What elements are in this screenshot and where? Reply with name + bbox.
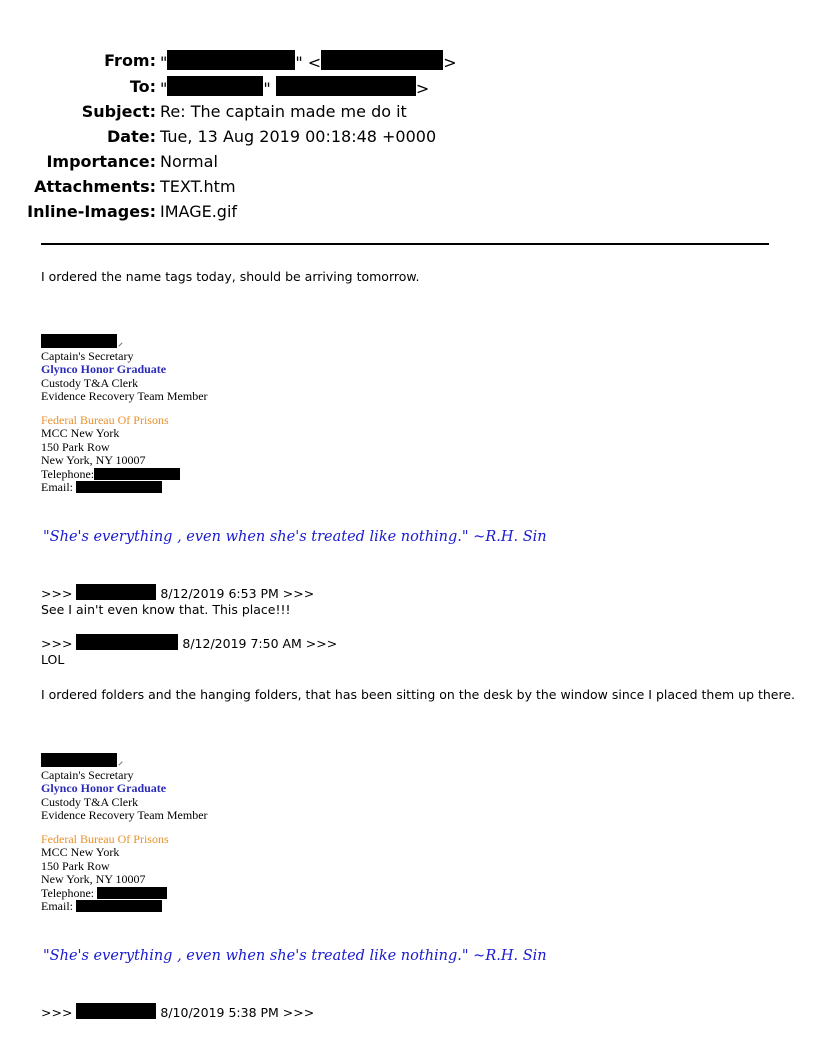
email-label: Email: <box>41 480 73 494</box>
quoted-text-2: LOL <box>41 652 65 667</box>
quoted-text-2-more: I ordered folders and the hanging folders, that has been sitting on the desk by the window since I placed them up there. <box>41 687 796 702</box>
importance-label: Importance: <box>46 152 156 171</box>
redacted-sender <box>76 1003 156 1019</box>
inline-images-value[interactable]: IMAGE.gif <box>160 202 238 221</box>
quote-marker: >>> <box>41 1005 73 1020</box>
from-label: From: <box>104 51 156 70</box>
header-divider <box>41 243 769 245</box>
redacted-sender-email <box>321 50 443 70</box>
signature-honor: Glynco Honor Graduate <box>41 781 167 795</box>
signature-mark-icon <box>118 342 122 346</box>
signature-street: 150 Park Row <box>41 858 110 873</box>
redacted-name <box>41 753 117 767</box>
signature-honor: Glynco Honor Graduate <box>41 362 167 376</box>
quoted-header-1 <box>41 584 314 602</box>
redacted-sender <box>76 584 156 600</box>
redacted-telephone <box>97 887 167 899</box>
quoted-time-2: 8/12/2019 7:50 AM >>> <box>182 636 338 651</box>
to-label: To: <box>129 77 156 96</box>
signature-block-1 <box>41 334 208 495</box>
quoted-text-1: See I ain't even know that. This place!!! <box>41 602 291 617</box>
signature-title: Captain's Secretary <box>41 348 134 363</box>
attachments-value[interactable]: TEXT.htm <box>160 177 236 196</box>
inline-images-label: Inline-Images: <box>27 202 156 221</box>
signature-telephone <box>41 887 208 901</box>
redacted-recipient-email <box>276 76 416 96</box>
signature-role-2: Evidence Recovery Team Member <box>41 808 208 822</box>
signature-role-1: Custody T&A Clerk <box>41 794 139 809</box>
redacted-telephone <box>94 468 180 480</box>
signature-facility: MCC New York <box>41 426 120 440</box>
email-label: Email: <box>41 899 73 913</box>
signature-mark-icon <box>118 761 122 765</box>
attachments-label: Attachments: <box>34 177 156 196</box>
date-label: Date: <box>107 127 156 146</box>
telephone-label: Telephone: <box>41 466 95 481</box>
message-text: I ordered the name tags today, should be arriving tomorrow. <box>41 269 420 284</box>
signature-street: 150 Park Row <box>41 439 110 454</box>
date-value: Tue, 13 Aug 2019 00:18:48 +0000 <box>160 127 437 146</box>
signature-name-row <box>41 334 208 350</box>
from-value: " " < > <box>160 50 457 74</box>
signature-role-2: Evidence Recovery Team Member <box>41 389 208 403</box>
signature-telephone <box>41 468 208 482</box>
signature-title: Captain's Secretary <box>41 767 134 782</box>
signature-city: New York, NY 10007 <box>41 453 146 467</box>
telephone-label: Telephone: <box>41 885 95 900</box>
subject-label: Subject: <box>81 102 156 121</box>
signature-email <box>41 900 208 914</box>
quote-marker: >>> <box>41 586 73 601</box>
quoted-time-1: 8/12/2019 6:53 PM >>> <box>160 586 315 601</box>
signature-block-2 <box>41 753 208 914</box>
signature-facility: MCC New York <box>41 845 120 859</box>
redacted-name <box>41 334 117 348</box>
quoted-time-3: 8/10/2019 5:38 PM >>> <box>160 1005 315 1020</box>
signature-org: Federal Bureau Of Prisons <box>41 412 169 427</box>
signature-org: Federal Bureau Of Prisons <box>41 831 169 846</box>
redacted-email <box>76 481 162 493</box>
importance-value: Normal <box>160 152 218 171</box>
quoted-header-2 <box>41 634 337 652</box>
signature-quote-2: "She's everything , even when she's treated like nothing." ~R.H. Sin <box>43 948 547 964</box>
subject-value: Re: The captain made me do it <box>160 102 407 121</box>
signature-city: New York, NY 10007 <box>41 872 146 886</box>
redacted-recipient-name <box>167 76 263 96</box>
signature-name-row <box>41 753 208 769</box>
quote-marker: >>> <box>41 636 73 651</box>
signature-role-1: Custody T&A Clerk <box>41 375 139 390</box>
redacted-sender <box>76 634 178 650</box>
redacted-email <box>76 900 162 912</box>
redacted-sender-name <box>167 50 295 70</box>
signature-quote-1: "She's everything , even when she's treated like nothing." ~R.H. Sin <box>43 529 547 545</box>
quoted-header-3 <box>41 1003 314 1021</box>
to-value: " " > <box>160 76 429 100</box>
signature-email <box>41 481 208 495</box>
